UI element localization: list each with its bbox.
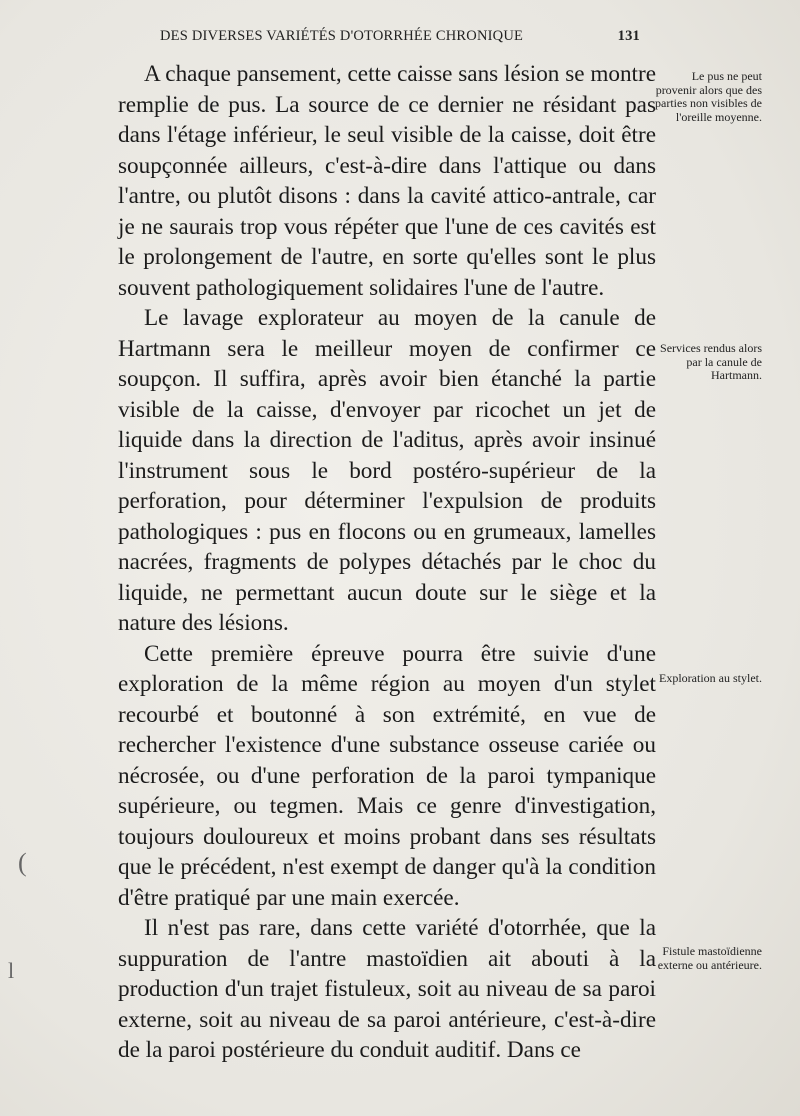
- margin-bracket-mark-2: l: [8, 958, 15, 983]
- margin-bracket-mark: (: [18, 848, 27, 877]
- running-head-title: DES DIVERSES VARIÉTÉS D'OTORRHÉE CHRONIQUE: [160, 28, 524, 44]
- page-number: 131: [617, 28, 640, 44]
- paragraph-2: Le lavage explorateur au moyen de la canule de Hartmann sera le meilleur moyen de confirmer ce soupçon. Il suffira, après avoir bien étanché la partie visible de la caisse, d'envoyer par ricochet un jet de liquide dans la direction de l'aditus, après avoir insinué l'instrument sous le bord postéro-supérieur de la perforation, pour déterminer l'expulsion de produits pathologiques : pus en flocons ou en grumeaux, lamelles nacrées, fragments de polypes détachés par le choc du liquide, ne permettant aucun doute sur le siège et la nature des lésions.: [118, 305, 656, 636]
- paragraph-4: Il n'est pas rare, dans cette variété d'otorrhée, que la suppuration de l'antre mastoïdien ait abouti à la production d'un trajet fistuleux, soit au niveau de sa paroi externe, soit au niveau de sa paroi antérieure, c'est-à-dire de la paroi postérieure du conduit auditif. Dans ce: [118, 915, 656, 1063]
- margin-note-1: Le pus ne peut provenir alors que des parties non visibles de l'oreille moyenne.: [655, 69, 762, 124]
- margin-note-3: Exploration au stylet.: [659, 671, 762, 685]
- paragraph-1: A chaque pansement, cette caisse sans lésion se montre remplie de pus. La source de ce dernier ne résidant pas dans l'étage inférieur, le seul visible de la caisse, doit être soupçonnée ailleurs, c'est-à-dire dans l'attique ou dans l'antre, ou plutôt disons : dans la cavité attico-antrale, car je ne saurais trop vous répéter que l'une de ces cavités est le prolongement de l'autre, en sorte qu'elles sont le plus souvent pathologiquement solidaires l'une de l'autre.: [118, 61, 656, 301]
- margin-note-2: Services rendus alors par la canule de Hartmann.: [660, 341, 762, 382]
- paragraph-3: Cette première épreuve pourra être suivie d'une exploration de la même région au moyen d'un stylet recourbé et boutonné à son extrémité, en vue de rechercher l'existence d'une substance osseuse cariée ou nécrosée, ou d'une perforation de la paroi tympanique supérieure, ou tegmen. Mais ce genre d'investigation, toujours douloureux et moins probant dans ses résultats que le précédent, n'est exempt de danger qu'à la condition d'être pratiqué par une main exercée.: [118, 640, 656, 911]
- body-text: [118, 59, 656, 1066]
- margin-note-4: Fistule mastoïdienne externe ou antérieure.: [657, 944, 762, 972]
